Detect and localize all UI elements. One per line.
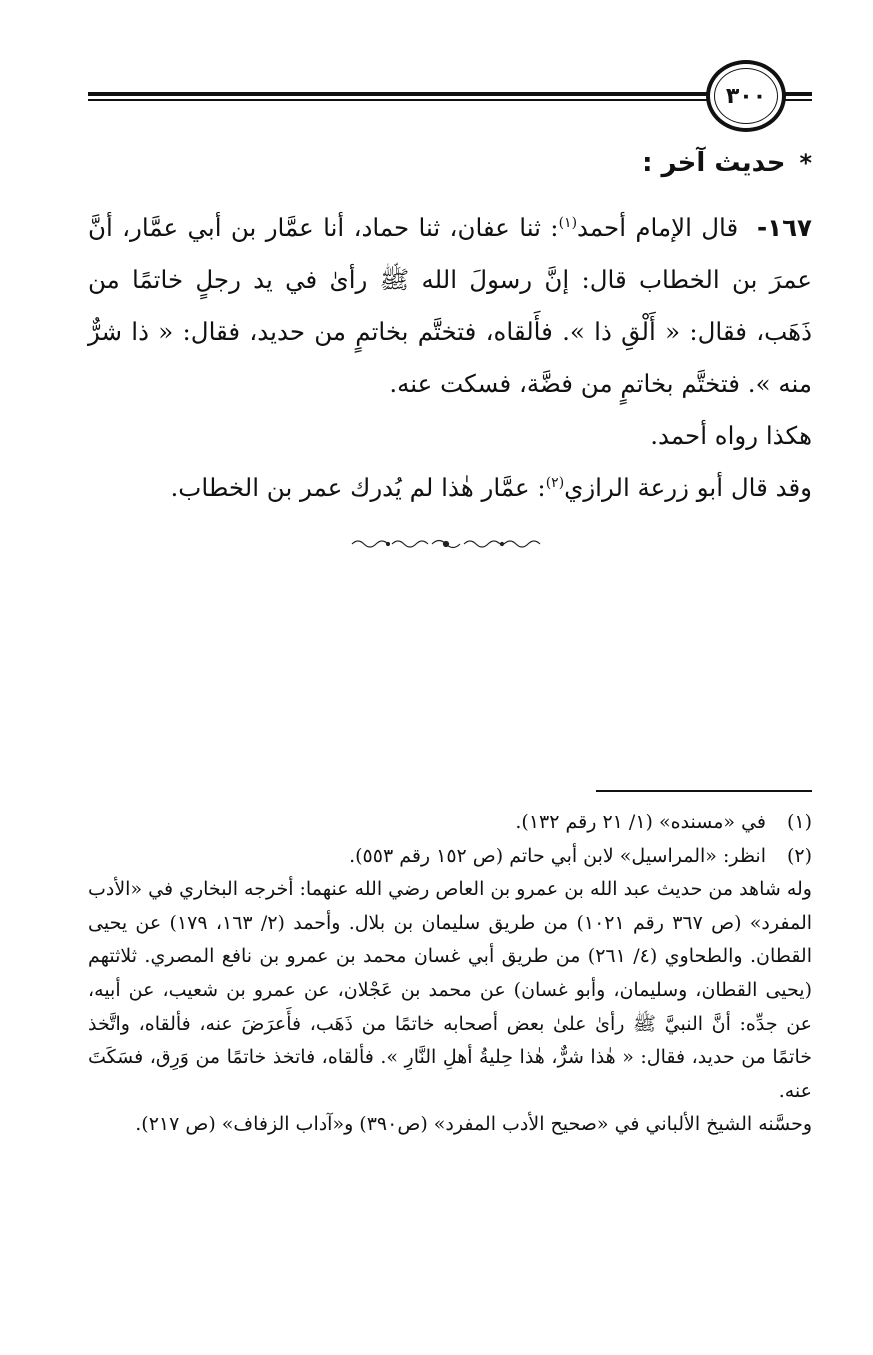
footnote-2-continuation: وله شاهد من حديث عبد الله بن عمرو بن العاص رضي الله عنهما: أخرجه البخاري في «الأدب المفرد» (ص ٣٦٧ رقم ١٠٢١) من طريق سليمان بن بلال. وأحمد (٢/ ١٦٣، ١٧٩) عن يحيى القطان. والطحاوي (٤/ ٢٦١) من طريق أبي غسان محمد بن عمرو بن نافع المصري. ثلاثتهم (يحيى القطان، وسليمان، وأبو غسان) عن محمد بن عَجْلان، عن عمرو بن شعيب، عن أبيه، عن جدِّه: أنَّ النبيَّ ﷺ رأىٰ علىٰ بعض أصحابه خاتمًا من ذَهَب، فأَعرَضَ عنه، فألقاه، واتَّخذ خاتمًا من حديد، فقال: « هٰذا شرٌّ، هٰذا حِليةُ أهلِ النَّارِ ». فألقاه، فاتخذ خاتمًا من وَرِق، فسَكَتَ عنه. xyxy=(88,878,813,1102)
footnote-2 xyxy=(88,840,812,874)
footnote-separator xyxy=(596,790,812,792)
hadith-paragraph xyxy=(88,202,812,410)
narration-note: هكذا رواه أحمد. xyxy=(650,421,812,450)
main-text xyxy=(88,202,812,514)
section-heading xyxy=(88,148,812,178)
footnote-text: في «مسنده» (١/ ٢١ رقم ١٣٢). xyxy=(515,811,766,833)
footnote-marker-2[interactable]: (٢) xyxy=(545,474,565,491)
heading-text: حديث آخر : xyxy=(642,148,786,178)
footnote-text: انظر: «المراسيل» لابن أبي حاتم (ص ١٥٢ رقم ٥٥٣). xyxy=(349,844,766,867)
footnote-2-grading: وحسَّنه الشيخ الألباني في «صحيح الأدب المفرد» (ص٣٩٠) و«آداب الزفاف» (ص ٢١٧). xyxy=(135,1113,812,1136)
header-rule-thin xyxy=(88,99,728,101)
page-header xyxy=(88,58,812,144)
abu-zura-end: : عمَّار هٰذا لم يُدرك عمر بن الخطاب. xyxy=(170,473,546,502)
footnotes xyxy=(88,806,812,1142)
footnote-1 xyxy=(88,806,812,840)
hadith-text: : ثنا عفان، ثنا حماد، أنا عمَّار بن أبي عمَّار، أنَّ عمرَ بن الخطاب قال: إنَّ رسولَ الله ﷺ رأىٰ في يد رجلٍ خاتمًا من ذَهَب، فقال: « أَلْقِ ذا ». فأَلقاه، فتختَّم بخاتمٍ من حديد، فقال: « ذا شرٌّ منه ». فتختَّم بخاتمٍ من فضَّة، فسكت عنه. xyxy=(88,213,812,398)
page-number-badge xyxy=(706,60,786,132)
header-rule xyxy=(88,92,728,96)
star-icon: * xyxy=(799,149,812,177)
footnote-label: (١) xyxy=(786,811,812,833)
ornament-divider xyxy=(348,536,544,552)
hadith-text-start: قال الإمام أحمد xyxy=(577,213,739,242)
abu-zura-quote xyxy=(88,462,812,514)
footnote-label: (٢) xyxy=(786,844,812,867)
hadith-number: ١٦٧- xyxy=(756,213,812,242)
footnote-marker-1[interactable]: (١) xyxy=(558,214,578,231)
page-number: ٣٠٠ xyxy=(725,83,767,109)
abu-zura-start: وقد قال أبو زرعة الرازي xyxy=(564,473,812,502)
